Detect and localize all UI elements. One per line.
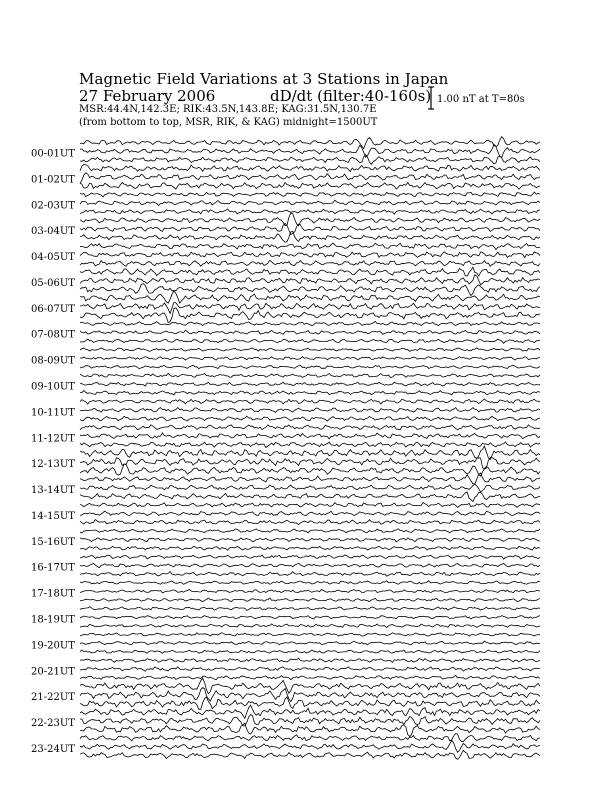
trace-rik [80,408,540,413]
hour-label: 05-06UT [31,277,75,289]
trace-kag [80,164,540,171]
trace-rik [80,641,540,645]
trace-msr [80,697,540,709]
trace-rik [80,589,540,593]
date-text: 27 February 2006 [79,87,216,105]
trace-rik [80,330,540,334]
hour-label: 15-16UT [31,536,75,548]
trace-rik [80,667,540,671]
trace-msr [80,598,540,602]
trace-rik [80,223,540,234]
trace-kag [80,243,540,250]
trace-kag [80,374,540,378]
hour-labels-group [31,149,75,755]
trace-rik [80,538,540,542]
trace-msr [80,624,540,628]
chart-title: Magnetic Field Variations at 3 Stations in Japan [79,70,449,88]
trace-msr [80,546,540,550]
trace-kag [80,321,540,326]
trace-msr [80,464,540,476]
trace-kag [80,705,540,718]
trace-kag [80,473,540,484]
hour-label: 03-04UT [31,226,75,238]
trace-kag [80,213,540,226]
trace-rik [80,144,540,157]
trace-rik [80,511,540,516]
trace-msr [80,155,540,165]
trace-rik [80,433,540,439]
trace-kag [80,446,540,460]
hour-label: 11-12UT [31,433,75,445]
trace-msr [80,520,540,525]
trace-kag [80,529,540,533]
hour-label: 04-05UT [31,252,75,264]
trace-msr [80,650,540,653]
hour-label: 08-09UT [31,355,75,367]
trace-kag [80,137,540,149]
station-coordinates: MSR:44.4N,142.3E; RIK:43.5N,143.8E; KAG:31.5N,130.7E [79,104,377,115]
trace-kag [80,192,540,197]
hour-label: 00-01UT [31,148,75,160]
hour-label: 21-22UT [31,692,75,704]
hour-label: 01-02UT [31,174,75,186]
filter-text: dD/dt (filter:40-160s) [270,87,432,105]
traces-group [80,137,540,760]
trace-kag [80,399,540,404]
hour-label: 02-03UT [31,200,75,212]
hour-label: 13-14UT [31,485,75,497]
trace-kag [80,581,540,585]
hour-label: 18-19UT [31,614,75,626]
trace-msr [80,183,540,190]
trace-msr [80,284,540,296]
trace-kag [80,658,540,662]
hour-label: 23-24UT [31,743,75,755]
trace-msr [80,308,540,323]
trace-kag [80,734,540,742]
hour-label: 19-20UT [31,640,75,652]
hour-label: 07-08UT [31,329,75,341]
hour-label: 20-21UT [31,666,75,678]
hour-label: 12-13UT [31,459,75,471]
hour-label: 16-17UT [31,562,75,574]
hour-label: 17-18UT [31,588,75,600]
trace-rik [80,484,540,492]
trace-kag [80,267,540,276]
station-order-note: (from bottom to top, MSR, RIK, & KAG) midnight=1500UT [79,117,378,128]
trace-kag [80,555,540,559]
hour-label: 09-10UT [31,381,75,393]
trace-rik [80,563,540,567]
trace-msr [80,675,540,679]
trace-rik [80,382,540,386]
trace-msr [80,723,540,736]
trace-msr [80,416,540,421]
trace-rik [80,275,540,285]
trace-msr [80,572,540,577]
scale-bar [428,87,434,109]
trace-rik [80,458,540,470]
trace-rik [80,715,540,726]
trace-kag [80,607,540,611]
trace-msr [80,209,540,214]
trace-rik [80,688,540,702]
trace-msr [80,231,540,242]
trace-rik [80,252,540,258]
trace-msr [80,260,540,266]
trace-rik [80,740,540,752]
trace-msr [80,492,540,502]
trace-msr [80,442,540,448]
hour-label: 06-07UT [31,303,75,315]
trace-rik [80,173,540,184]
trace-rik [80,303,540,314]
trace-kag [80,633,540,636]
trace-msr [80,391,540,395]
trace-kag [80,678,540,694]
trace-kag [80,425,540,430]
trace-rik [80,200,540,205]
trace-msr [80,365,540,369]
trace-rik [80,357,540,360]
trace-msr [80,339,540,343]
hour-label: 22-23UT [31,718,75,730]
hour-label: 10-11UT [31,407,75,419]
trace-msr [80,750,540,759]
hour-label: 14-15UT [31,510,75,522]
trace-kag [80,502,540,507]
scale-label: 1.00 nT at T=80s [437,94,525,105]
trace-rik [80,616,540,619]
trace-kag [80,348,540,352]
